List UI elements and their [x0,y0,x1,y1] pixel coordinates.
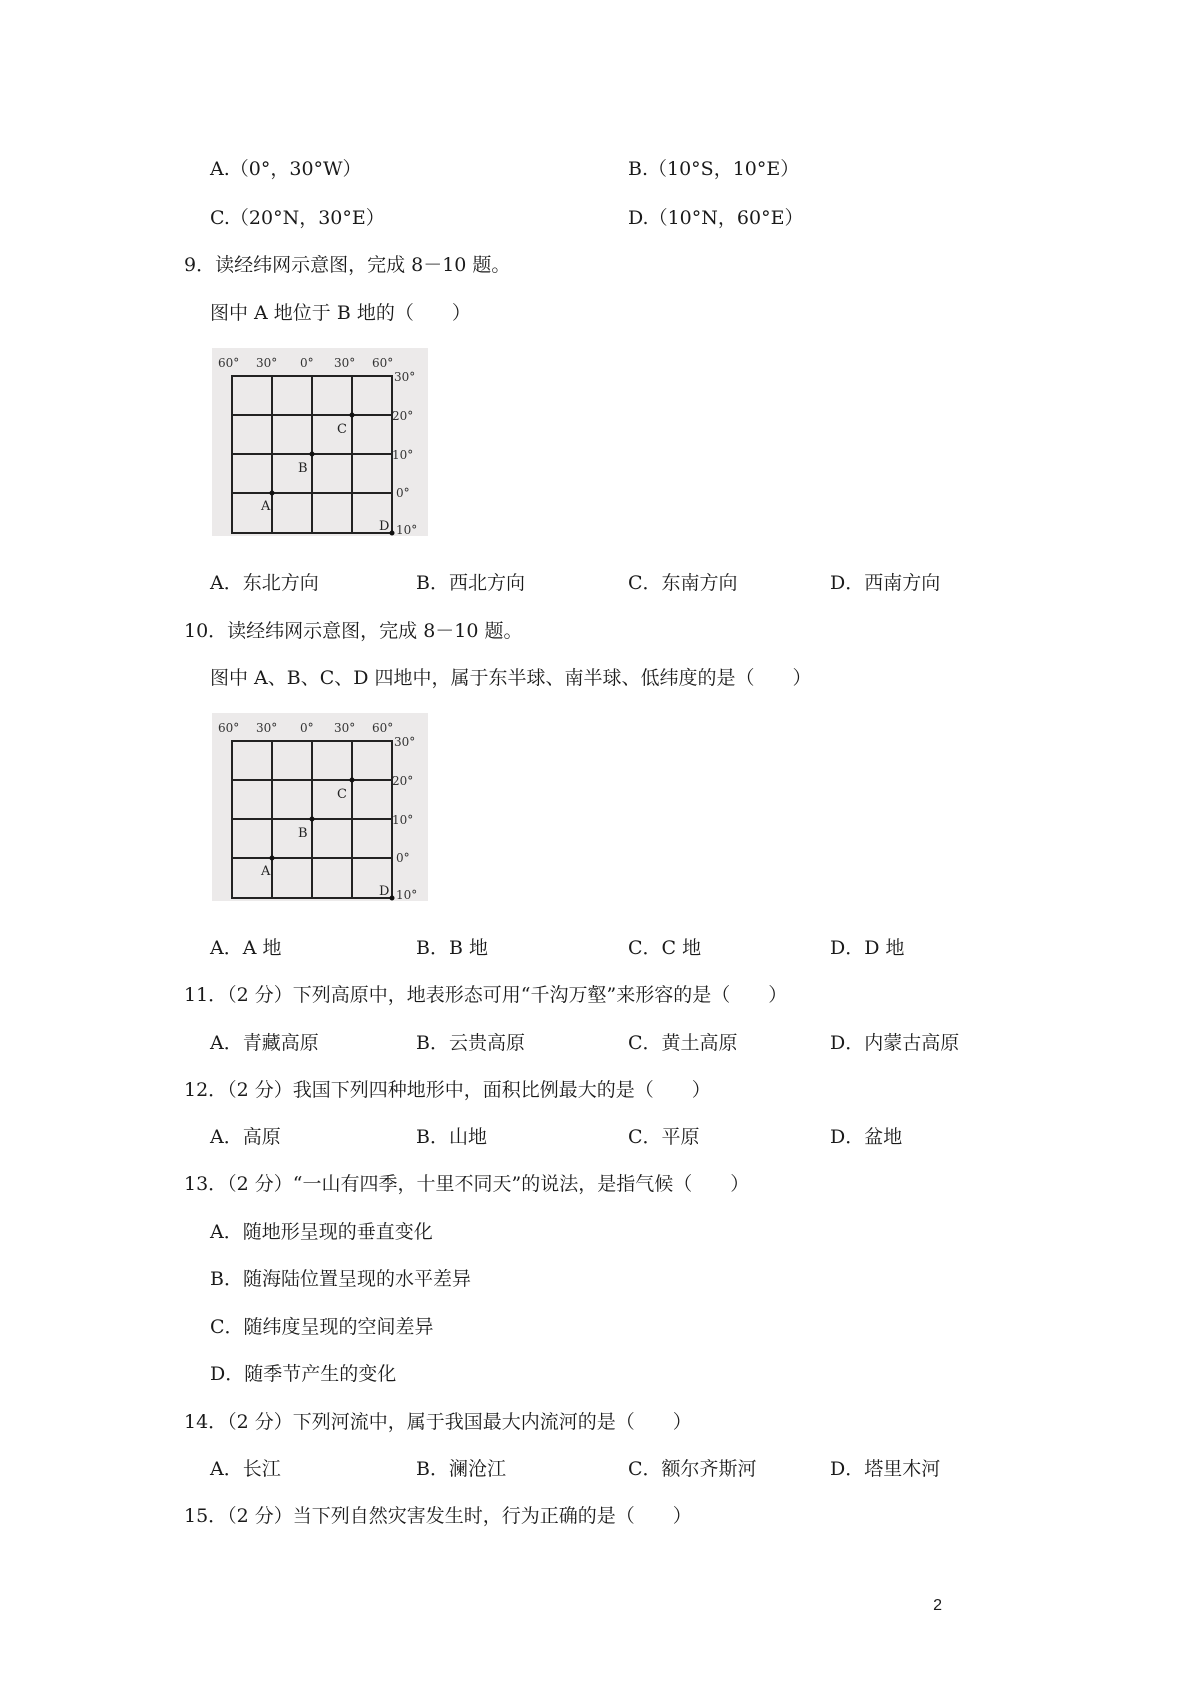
lat-label: 10° [392,813,414,827]
lat-label: 10° [392,448,414,462]
q10-stem: 10．读经纬网示意图，完成 8－10 题。 [184,620,523,642]
q14-option-d: D．塔里木河 [830,1458,941,1480]
q14-stem: 14．（2 分）下列河流中，属于我国最大内流河的是（ ） [184,1411,692,1433]
q13-stem: 13．（2 分）“一山有四季，十里不同天”的说法，是指气候（ ） [184,1173,750,1195]
point-label-a: A [261,499,271,514]
q11-option-c: C．黄土高原 [628,1032,738,1054]
q15-stem: 15．（2 分）当下列自然灾害发生时，行为正确的是（ ） [184,1505,692,1527]
lat-label: 10° [396,888,418,901]
graticule-figure-q9 [212,348,428,536]
q12-stem: 12．（2 分）我国下列四种地形中，面积比例最大的是（ ） [184,1079,711,1101]
point-a [270,491,275,496]
lon-label: 30° [256,721,278,735]
q12-option-a: A．高原 [210,1126,281,1148]
point-label-d: D [379,519,390,534]
lon-label: 30° [334,356,356,370]
point-c [350,778,355,783]
q9-question: 图中 A 地位于 B 地的（ ） [210,302,471,324]
q14-option-a: A．长江 [210,1458,281,1480]
q13-option-a: A．随地形呈现的垂直变化 [210,1221,433,1243]
q10-option-b: B．B 地 [416,937,488,959]
q10-option-a: A．A 地 [210,937,282,959]
lat-label: 10° [396,523,418,536]
q9-option-a: A．东北方向 [210,572,319,594]
lat-label: 20° [392,409,414,423]
lon-label: 60° [218,721,240,735]
q12-option-c: C．平原 [628,1126,700,1148]
lon-label: 60° [218,356,240,370]
graticule-figure-q10 [212,713,428,901]
lon-label: 0° [300,356,314,370]
q14-option-c: C．额尔齐斯河 [628,1458,757,1480]
lon-label: 30° [256,356,278,370]
lat-label: 30° [394,735,416,749]
point-label-a: A [261,864,271,879]
point-label-c: C [337,422,347,437]
q14-option-b: B．澜沧江 [416,1458,506,1480]
lat-label: 0° [396,486,410,500]
lon-label: 60° [372,721,394,735]
point-label-c: C [337,787,347,802]
q10-option-d: D．D 地 [830,937,905,959]
point-a [270,856,275,861]
q8-option-d: D.（10°N，60°E） [628,207,804,229]
q8-option-a: A.（0°，30°W） [210,158,362,180]
lon-label: 0° [300,721,314,735]
q9-stem: 9．读经纬网示意图，完成 8－10 题。 [184,254,511,276]
q12-option-b: B．山地 [416,1126,487,1148]
lat-label: 30° [394,370,416,384]
point-b [310,452,315,457]
q9-option-c: C．东南方向 [628,572,738,594]
point-label-b: B [298,461,308,476]
lon-label: 60° [372,356,394,370]
q9-option-b: B．西北方向 [416,572,525,594]
lat-label: 20° [392,774,414,788]
page-number: 2 [933,1597,942,1614]
q11-stem: 11．（2 分）下列高原中，地表形态可用“千沟万壑”来形容的是（ ） [184,984,788,1006]
q8-option-c: C.（20°N，30°E） [210,207,385,229]
q11-option-d: D．内蒙古高原 [830,1032,960,1054]
point-d [390,531,395,536]
q13-option-d: D．随季节产生的变化 [210,1363,397,1385]
point-c [350,413,355,418]
q10-option-c: C．C 地 [628,937,702,959]
q8-option-b: B.（10°S，10°E） [628,158,800,180]
lat-label: 0° [396,851,410,865]
point-label-d: D [379,884,390,899]
q10-question: 图中 A、B、C、D 四地中，属于东半球、南半球、低纬度的是（ ） [210,667,812,689]
q12-option-d: D．盆地 [830,1126,903,1148]
point-label-b: B [298,826,308,841]
point-d [390,896,395,901]
q11-option-a: A．青藏高原 [210,1032,319,1054]
point-b [310,817,315,822]
q9-option-d: D．西南方向 [830,572,941,594]
lon-label: 30° [334,721,356,735]
q13-option-b: B．随海陆位置呈现的水平差异 [210,1268,471,1290]
q13-option-c: C．随纬度呈现的空间差异 [210,1316,434,1338]
q11-option-b: B．云贵高原 [416,1032,525,1054]
